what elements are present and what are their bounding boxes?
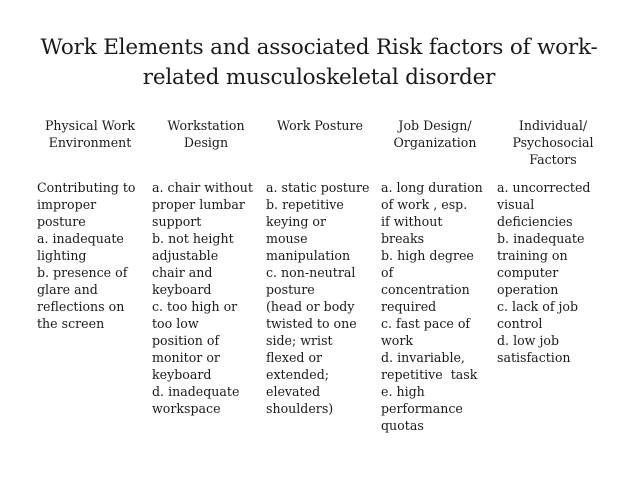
list-item-line: a. uncorrected	[497, 180, 591, 195]
column-header-line: Organization	[393, 135, 477, 150]
column-header	[497, 117, 609, 179]
column-header-line: Workstation	[167, 118, 245, 133]
list-item-line: Contributing to	[37, 180, 136, 195]
list-item-line: satisfaction	[497, 350, 571, 365]
list-item-line: if without	[381, 214, 443, 229]
list-item	[497, 179, 609, 230]
list-item-line: support	[152, 214, 202, 229]
list-item	[37, 264, 143, 332]
list-item-line: d. low job	[497, 333, 560, 348]
list-item-line: repetitive task	[381, 367, 478, 382]
list-item-line: d. invariable,	[381, 350, 465, 365]
list-item-line: twisted to one	[266, 316, 357, 331]
list-item	[152, 179, 260, 230]
list-item-line: quotas	[381, 418, 424, 433]
list-item-line: deficiencies	[497, 214, 573, 229]
list-item-line: workspace	[152, 401, 221, 416]
list-item	[37, 179, 143, 230]
list-item-line: keyboard	[152, 282, 212, 297]
column-header	[266, 117, 374, 179]
column-body	[266, 179, 374, 417]
list-item-line: adjustable	[152, 248, 219, 263]
list-item-line: of work , esp.	[381, 197, 468, 212]
list-item	[497, 298, 609, 332]
list-item-line: e. high	[381, 384, 425, 399]
list-item-line: visual	[497, 197, 535, 212]
list-item-line: d. inadequate	[152, 384, 240, 399]
list-item	[381, 179, 489, 247]
column-workstation-design	[152, 117, 260, 417]
slide-title-line-1: Work Elements and associated Risk factors of work-	[40, 35, 598, 60]
list-item-line: proper lumbar	[152, 197, 245, 212]
list-item-line: shoulders)	[266, 401, 334, 416]
slide-title-line-2: related musculoskeletal disorder	[142, 65, 496, 90]
list-item-line: a. long duration	[381, 180, 483, 195]
list-item-line: posture	[37, 214, 86, 229]
list-item-line: of	[381, 265, 394, 280]
column-header-line: Factors	[529, 152, 577, 167]
list-item-line: a. inadequate	[37, 231, 124, 246]
list-item-line: control	[497, 316, 543, 331]
list-item-line: monitor or	[152, 350, 220, 365]
slide-title	[0, 33, 638, 93]
column-header-line: Work Posture	[277, 118, 363, 133]
list-item	[381, 315, 489, 349]
list-item-line: keying or	[266, 214, 327, 229]
list-item-line: computer	[497, 265, 559, 280]
list-item-line: breaks	[381, 231, 425, 246]
list-item	[152, 230, 260, 298]
list-item-line: keyboard	[152, 367, 212, 382]
list-item	[152, 298, 260, 383]
list-item-line: glare and	[37, 282, 98, 297]
column-header	[381, 117, 489, 179]
list-item-line: the screen	[37, 316, 105, 331]
list-item-line: elevated	[266, 384, 321, 399]
list-item	[266, 179, 374, 196]
list-item	[266, 298, 374, 417]
list-item-line: lighting	[37, 248, 87, 263]
column-body	[37, 179, 143, 332]
list-item	[37, 230, 143, 264]
list-item-line: concentration	[381, 282, 470, 297]
list-item	[381, 247, 489, 315]
list-item-line: b. presence of	[37, 265, 128, 280]
list-item-line: position of	[152, 333, 220, 348]
list-item-line: performance	[381, 401, 463, 416]
column-body	[381, 179, 489, 434]
list-item-line: c. too high or	[152, 299, 238, 314]
list-item-line: side; wrist	[266, 333, 333, 348]
column-body	[497, 179, 609, 366]
column-header-line: Psychosocial	[512, 135, 594, 150]
column-header	[152, 117, 260, 179]
list-item-line: (head or body	[266, 299, 355, 314]
list-item-line: chair and	[152, 265, 213, 280]
list-item-line: reflections on	[37, 299, 125, 314]
column-header-line: Design	[183, 135, 229, 150]
list-item-line: too low	[152, 316, 199, 331]
list-item	[266, 196, 374, 264]
list-item-line: b. not height	[152, 231, 234, 246]
list-item-line: b. high degree	[381, 248, 474, 263]
list-item-line: extended;	[266, 367, 329, 382]
list-item-line: b. repetitive	[266, 197, 344, 212]
list-item-line: required	[381, 299, 437, 314]
list-item	[497, 332, 609, 366]
list-item	[266, 264, 374, 298]
list-item-line: c. lack of job	[497, 299, 579, 314]
list-item-line: a. static posture	[266, 180, 370, 195]
column-work-posture	[266, 117, 374, 417]
list-item-line: work	[381, 333, 414, 348]
list-item-line: improper	[37, 197, 97, 212]
list-item	[381, 383, 489, 434]
column-physical-work-environment	[37, 117, 143, 332]
list-item-line: c. fast pace of	[381, 316, 471, 331]
list-item-line: operation	[497, 282, 559, 297]
list-item	[497, 230, 609, 298]
column-header-line: Environment	[48, 135, 132, 150]
list-item-line: manipulation	[266, 248, 351, 263]
list-item-line: c. non-neutral	[266, 265, 356, 280]
column-job-design-organization	[381, 117, 489, 434]
column-body	[152, 179, 260, 417]
list-item-line: b. inadequate	[497, 231, 585, 246]
list-item	[381, 349, 489, 383]
list-item-line: flexed or	[266, 350, 323, 365]
list-item-line: a. chair without	[152, 180, 253, 195]
list-item-line: mouse	[266, 231, 308, 246]
list-item	[152, 383, 260, 417]
column-individual-psychosocial-factors	[497, 117, 609, 366]
list-item-line: training on	[497, 248, 568, 263]
column-header	[37, 117, 143, 179]
list-item-line: posture	[266, 282, 315, 297]
column-header-line: Physical Work	[44, 118, 136, 133]
column-header-line: Job Design/	[398, 118, 472, 133]
column-header-line: Individual/	[518, 118, 588, 133]
